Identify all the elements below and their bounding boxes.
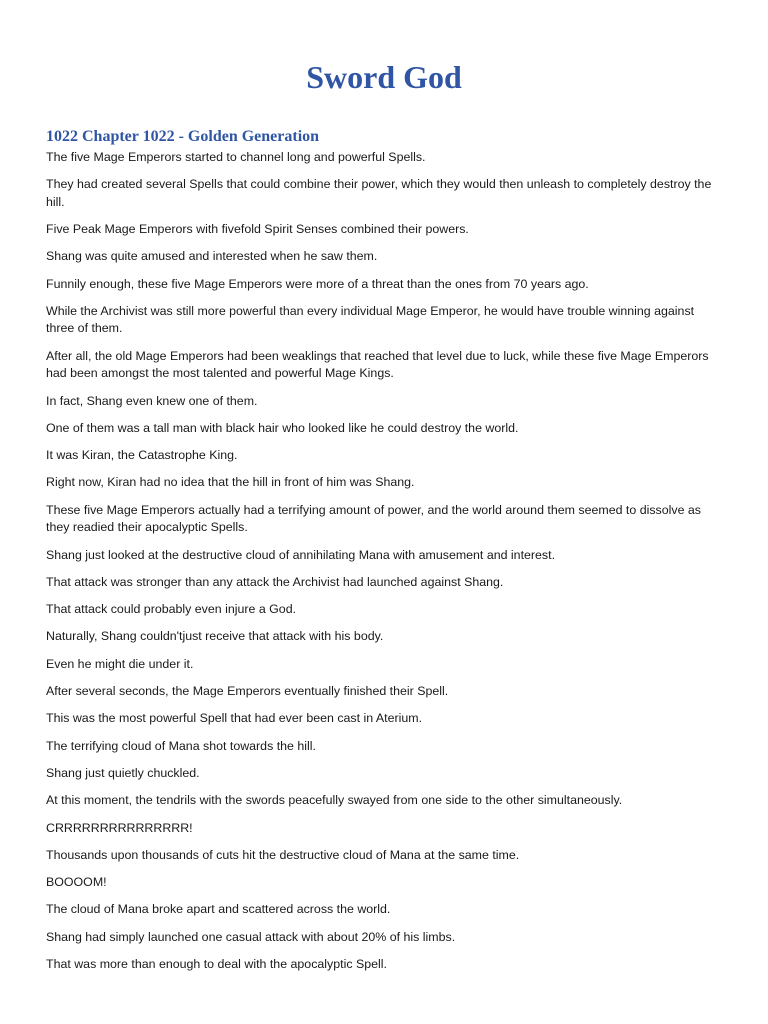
paragraph: Even he might die under it. — [46, 656, 194, 671]
paragraph: Shang just quietly chuckled. — [46, 765, 200, 780]
paragraph: Shang had simply launched one casual attack with about 20% of his limbs. — [46, 929, 456, 944]
paragraph: Naturally, Shang couldn'tjust receive that attack with his body. — [46, 629, 384, 644]
paragraph: CRRRRRRRRRRRRRRR! — [46, 820, 193, 835]
paragraph: The five Mage Emperors started to channel long and powerful Spells. — [46, 150, 426, 164]
book-title: Sword God — [306, 59, 462, 95]
chapter-body — [46, 149, 722, 983]
paragraph: One of them was a tall man with black hair who looked like he could destroy the world. — [46, 420, 519, 435]
paragraph: After all, the old Mage Emperors had been weaklings that reached that level due to luck, while these five Mage Emperors had been amongst the most talented and powerful Mage Kings. — [46, 348, 709, 381]
paragraph: That attack was stronger than any attack the Archivist had launched against Shang. — [46, 574, 504, 589]
paragraph: Five Peak Mage Emperors with fivefold Spirit Senses combined their powers. — [46, 222, 469, 237]
paragraph: Thousands upon thousands of cuts hit the destructive cloud of Mana at the same time. — [46, 847, 520, 862]
paragraph: Right now, Kiran had no idea that the hill in front of him was Shang. — [46, 475, 415, 490]
paragraph: Funnily enough, these five Mage Emperors were more of a threat than the ones from 70 years ago. — [46, 276, 589, 291]
paragraph: After several seconds, the Mage Emperors eventually finished their Spell. — [46, 684, 449, 699]
chapter-title: 1022 Chapter 1022 - Golden Generation — [46, 128, 320, 145]
paragraph: This was the most powerful Spell that had ever been cast in Aterium. — [46, 711, 423, 726]
paragraph: The cloud of Mana broke apart and scattered across the world. — [46, 902, 391, 917]
paragraph: These five Mage Emperors actually had a terrifying amount of power, and the world around them seemed to dissolve as they readied their apocalyptic Spells. — [46, 502, 701, 535]
paragraph: Shang just looked at the destructive cloud of annihilating Mana with amusement and interest. — [46, 547, 556, 562]
paragraph: Shang was quite amused and interested when he saw them. — [46, 249, 378, 264]
paragraph: In fact, Shang even knew one of them. — [46, 393, 258, 408]
paragraph: That was more than enough to deal with the apocalyptic Spell. — [46, 957, 387, 972]
paragraph: It was Kiran, the Catastrophe King. — [46, 448, 238, 463]
paragraph: At this moment, the tendrils with the swords peacefully swayed from one side to the other simultaneously. — [46, 793, 623, 808]
paragraph: BOOOOM! — [46, 875, 107, 890]
paragraph: That attack could probably even injure a God. — [46, 602, 297, 617]
paragraph: While the Archivist was still more powerful than every individual Mage Emperor, he would have trouble winning against three of them. — [46, 303, 695, 336]
paragraph: The terrifying cloud of Mana shot towards the hill. — [46, 738, 316, 753]
paragraph: They had created several Spells that could combine their power, which they would then unleash to completely destroy the hill. — [46, 177, 712, 209]
